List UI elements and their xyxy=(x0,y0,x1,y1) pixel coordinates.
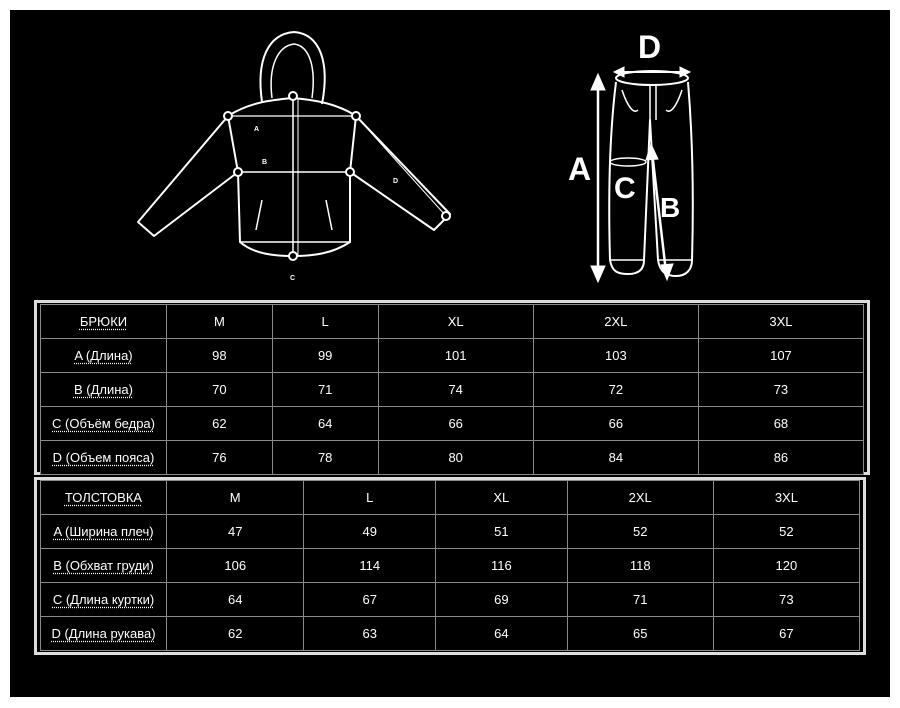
hoodie-row xyxy=(41,549,860,583)
hoodie-right-sleeve xyxy=(350,116,450,230)
hoodie-header-cell: 2XL xyxy=(567,481,713,515)
pants-waistband xyxy=(616,71,688,85)
hoodie-left-sleeve xyxy=(138,116,238,236)
pants-cell: 78 xyxy=(272,441,378,475)
hoodie-cell: 63 xyxy=(304,617,436,651)
hoodie-header-cell: ТОЛСТОВКА xyxy=(41,481,167,515)
pants-row xyxy=(41,373,864,407)
hoodie-row-label: D (Длина рукава) xyxy=(41,617,167,651)
hoodie-row-label: C (Длина куртки) xyxy=(41,583,167,617)
pants-header-row xyxy=(41,305,864,339)
pants-cell: 66 xyxy=(378,407,533,441)
hoodie-cell: 71 xyxy=(567,583,713,617)
hoodie-label-b: B xyxy=(262,159,268,166)
pants-cell: 86 xyxy=(698,441,863,475)
pants-row xyxy=(41,339,864,373)
hoodie-hood-inner xyxy=(271,44,313,98)
pants-header-cell: L xyxy=(272,305,378,339)
hoodie-header-cell: M xyxy=(167,481,304,515)
pants-row-label: B (Длина) xyxy=(41,373,167,407)
hoodie-cell: 106 xyxy=(167,549,304,583)
hoodie-row xyxy=(41,617,860,651)
hoodie-cell: 64 xyxy=(167,583,304,617)
pants-size-table xyxy=(40,304,864,475)
pants-cell: 66 xyxy=(533,407,698,441)
pants-cell: 72 xyxy=(533,373,698,407)
pants-cell: 68 xyxy=(698,407,863,441)
pants-cell: 76 xyxy=(167,441,273,475)
hoodie-cell: 62 xyxy=(167,617,304,651)
pants-cell: 103 xyxy=(533,339,698,373)
pants-row xyxy=(41,407,864,441)
hoodie-cell: 65 xyxy=(567,617,713,651)
hoodie-cell: 51 xyxy=(436,515,568,549)
hoodie-cell: 47 xyxy=(167,515,304,549)
pants-cell: 74 xyxy=(378,373,533,407)
hoodie-size-table xyxy=(40,480,860,651)
pants-label-a: A xyxy=(568,151,592,187)
pants-cell: 71 xyxy=(272,373,378,407)
hoodie-cell: 114 xyxy=(304,549,436,583)
pants-cell: 84 xyxy=(533,441,698,475)
hoodie-header-cell: L xyxy=(304,481,436,515)
hoodie-cell: 116 xyxy=(436,549,568,583)
hoodie-cell: 52 xyxy=(713,515,859,549)
pants-cell: 62 xyxy=(167,407,273,441)
hoodie-label-c: C xyxy=(290,275,296,282)
pants-cell: 73 xyxy=(698,373,863,407)
pants-cell: 99 xyxy=(272,339,378,373)
pants-header-cell: M xyxy=(167,305,273,339)
pants-label-b: B xyxy=(660,192,681,223)
pants-row-label: C (Объём бедра) xyxy=(41,407,167,441)
hoodie-row-label: A (Ширина плеч) xyxy=(41,515,167,549)
hoodie-row-label: B (Обхват груди) xyxy=(41,549,167,583)
pants-arrows xyxy=(591,67,690,282)
pants-label-d: D xyxy=(638,29,662,65)
hoodie-row xyxy=(41,515,860,549)
pants-cell: 80 xyxy=(378,441,533,475)
pants-header-cell: 2XL xyxy=(533,305,698,339)
pants-row-label: A (Длина) xyxy=(41,339,167,373)
hoodie-label-a: A xyxy=(254,126,260,133)
hoodie-cell: 67 xyxy=(304,583,436,617)
hoodie-header-row xyxy=(41,481,860,515)
hoodie-header-cell: XL xyxy=(436,481,568,515)
pants-header-cell: БРЮКИ xyxy=(41,305,167,339)
hoodie-illustration xyxy=(138,32,450,260)
hoodie-body-outline xyxy=(228,98,356,256)
pants-cell: 64 xyxy=(272,407,378,441)
hoodie-cell: 49 xyxy=(304,515,436,549)
pants-row xyxy=(41,441,864,475)
hoodie-cell: 118 xyxy=(567,549,713,583)
hoodie-cell: 67 xyxy=(713,617,859,651)
pants-cell: 98 xyxy=(167,339,273,373)
hoodie-cell: 73 xyxy=(713,583,859,617)
hoodie-row xyxy=(41,583,860,617)
pants-row-label: D (Объем пояса) xyxy=(41,441,167,475)
hoodie-cell: 120 xyxy=(713,549,859,583)
pants-label-c: C xyxy=(614,172,636,205)
garment-diagrams xyxy=(10,10,890,300)
hoodie-label-d: D xyxy=(393,178,399,185)
pants-cell: 101 xyxy=(378,339,533,373)
hoodie-cell: 64 xyxy=(436,617,568,651)
hoodie-cell: 69 xyxy=(436,583,568,617)
pants-header-cell: 3XL xyxy=(698,305,863,339)
pants-cell: 70 xyxy=(167,373,273,407)
pants-header-cell: XL xyxy=(378,305,533,339)
hoodie-header-cell: 3XL xyxy=(713,481,859,515)
size-chart-canvas xyxy=(10,10,890,697)
hoodie-cell: 52 xyxy=(567,515,713,549)
pants-cell: 107 xyxy=(698,339,863,373)
